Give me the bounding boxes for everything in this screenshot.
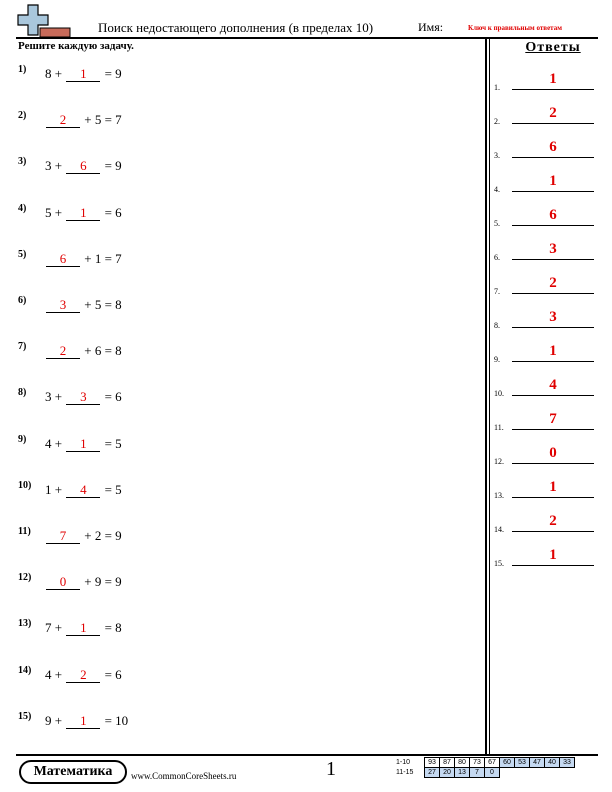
problem-number: 9) <box>18 433 27 445</box>
answer-value: 3 <box>549 241 557 257</box>
answer-value: 7 <box>549 411 557 427</box>
answer-blank: 6 <box>66 159 100 174</box>
problem-right-term: + 6 = 8 <box>84 343 122 359</box>
problem-expression <box>45 158 122 174</box>
score-cell-empty <box>530 768 545 778</box>
answer-number: 1. <box>494 83 500 92</box>
answer-number: 14. <box>494 525 504 534</box>
score-cell-empty <box>515 768 530 778</box>
answer-value: 1 <box>549 71 557 87</box>
answer-number: 10. <box>494 389 504 398</box>
answer-line <box>512 191 594 192</box>
answer-line <box>512 225 594 226</box>
site-url: www.CommonCoreSheets.ru <box>131 771 237 781</box>
problem-expression <box>45 112 122 128</box>
problem-right-term: = 6 <box>104 204 122 220</box>
column-divider <box>485 38 487 754</box>
problem-right-term: + 1 = 7 <box>84 250 122 266</box>
answer-row <box>494 139 598 160</box>
score-cell: 40 <box>545 758 560 768</box>
problem-row <box>18 572 458 592</box>
answer-number: 11. <box>494 423 504 432</box>
answer-value: 1 <box>549 343 557 359</box>
answer-row <box>494 411 598 432</box>
score-cell-empty <box>500 768 515 778</box>
problem-expression <box>45 297 122 313</box>
score-cell: 93 <box>425 758 440 768</box>
problem-number: 15) <box>18 710 32 722</box>
header-divider <box>16 37 598 39</box>
answer-value: 3 <box>549 309 557 325</box>
problem-expression <box>45 482 122 498</box>
score-cell: 73 <box>470 758 485 768</box>
answer-line <box>512 157 594 158</box>
answer-row <box>494 445 598 466</box>
answer-row <box>494 343 598 364</box>
problem-row <box>18 526 458 546</box>
problem-number: 8) <box>18 387 27 399</box>
column-divider-inner <box>489 38 490 754</box>
problem-right-term: + 2 = 9 <box>84 528 122 543</box>
problem-number: 13) <box>18 618 32 630</box>
answer-line <box>512 123 594 124</box>
problem-expression <box>45 436 122 452</box>
problem-row <box>18 110 458 130</box>
problem-number: 1) <box>18 64 27 75</box>
problem-left-term: 7 + <box>45 620 63 636</box>
problem-right-term: + 5 = 8 <box>84 297 122 312</box>
problem-row <box>18 618 458 638</box>
answer-number: 3. <box>494 151 500 160</box>
name-label: Имя: <box>418 20 444 34</box>
answer-line <box>512 361 594 362</box>
problem-expression <box>45 713 128 729</box>
problem-right-term: + 5 = 7 <box>84 112 122 128</box>
answer-blank: 0 <box>46 575 80 590</box>
problem-left-term: 3 + <box>45 158 63 174</box>
problem-expression <box>45 66 122 82</box>
answer-blank: 6 <box>46 252 80 267</box>
answer-row <box>494 479 598 500</box>
problem-row <box>18 249 458 269</box>
problem-number: 3) <box>18 156 27 168</box>
answer-blank: 1 <box>66 206 100 221</box>
problem-expression <box>45 667 122 683</box>
answer-row <box>494 173 598 194</box>
answer-value: 2 <box>549 275 557 291</box>
answer-blank: 4 <box>66 483 100 498</box>
problem-expression <box>45 528 122 544</box>
answer-value: 1 <box>549 547 557 563</box>
score-row <box>396 768 575 778</box>
answer-line <box>512 395 594 396</box>
answer-blank: 3 <box>46 298 80 313</box>
problem-right-term: = 9 <box>104 66 122 81</box>
instructions: Решите каждую задачу. <box>18 40 134 52</box>
problem-row <box>18 156 458 176</box>
answer-line <box>512 259 594 260</box>
worksheet-title: Поиск недостающего дополнения (в пределах 10) <box>98 20 374 35</box>
problem-right-term: = 6 <box>104 389 122 405</box>
answer-blank: 3 <box>66 390 100 405</box>
problem-expression <box>45 251 122 267</box>
problem-expression <box>45 205 122 221</box>
answer-value: 1 <box>549 479 557 495</box>
answer-value: 2 <box>549 513 557 529</box>
answer-key-label: Ключ к правильным ответам <box>468 24 562 32</box>
answer-number: 13. <box>494 491 504 500</box>
answer-number: 7. <box>494 287 500 296</box>
score-row-label: 1-10 <box>396 759 411 766</box>
score-cell: 67 <box>485 758 500 768</box>
answer-line <box>512 565 594 566</box>
problem-left-term: 1 + <box>45 481 63 497</box>
problem-number: 12) <box>18 572 32 584</box>
score-cell: 13 <box>455 768 470 778</box>
answer-blank: 1 <box>66 714 100 729</box>
score-table <box>396 757 575 778</box>
answer-row <box>494 547 598 568</box>
answer-row <box>494 377 598 398</box>
answer-line <box>512 293 594 294</box>
score-cell-empty <box>545 768 560 778</box>
answer-number: 12. <box>494 457 504 466</box>
problem-right-term: = 5 <box>104 435 122 451</box>
score-cell: 47 <box>530 758 545 768</box>
problem-left-term: 4 + <box>45 435 63 451</box>
answer-line <box>512 327 594 328</box>
score-cell: 7 <box>470 768 485 778</box>
plus-logo-icon <box>16 4 72 38</box>
problem-number: 4) <box>18 202 27 214</box>
answer-row <box>494 309 598 330</box>
problem-number: 2) <box>18 110 27 122</box>
answer-line <box>512 463 594 464</box>
problem-number: 11) <box>18 526 31 537</box>
score-cell: 60 <box>500 758 515 768</box>
answer-number: 8. <box>494 321 500 330</box>
problem-row <box>18 295 458 315</box>
answer-blank: 2 <box>46 113 80 128</box>
problem-right-term: = 6 <box>104 666 122 682</box>
problem-row <box>18 387 458 407</box>
answer-number: 5. <box>494 219 500 228</box>
problem-number: 5) <box>18 248 27 260</box>
answer-blank: 1 <box>66 67 100 82</box>
problem-row <box>18 341 458 361</box>
footer-divider <box>16 754 598 756</box>
answer-number: 2. <box>494 117 500 126</box>
problem-row <box>18 203 458 223</box>
problem-number: 7) <box>18 341 27 353</box>
problem-number: 10) <box>18 479 32 491</box>
answer-line <box>512 531 594 532</box>
answers-title: Ответы <box>525 40 581 55</box>
answer-row <box>494 513 598 534</box>
problem-left-term: 4 + <box>45 666 63 682</box>
answer-row <box>494 71 598 92</box>
answer-line <box>512 497 594 498</box>
problem-right-term: = 9 <box>104 158 122 174</box>
answer-number: 9. <box>494 355 500 364</box>
problem-expression <box>45 389 122 405</box>
answer-row <box>494 105 598 126</box>
answer-value: 0 <box>549 445 557 461</box>
answer-blank: 2 <box>46 344 80 359</box>
problem-row <box>18 711 458 731</box>
answer-row <box>494 241 598 262</box>
score-cell: 87 <box>440 758 455 768</box>
answer-number: 15. <box>494 559 504 568</box>
score-cell: 33 <box>560 758 575 768</box>
score-cell-empty <box>560 768 575 778</box>
answer-value: 6 <box>549 139 557 155</box>
problem-row <box>18 64 458 84</box>
score-row <box>396 758 575 768</box>
answer-number: 6. <box>494 253 500 262</box>
problem-number: 6) <box>18 295 27 306</box>
problem-left-term: 5 + <box>45 204 63 220</box>
score-cell: 0 <box>485 768 500 778</box>
answer-row <box>494 207 598 228</box>
problem-left-term: 8 + <box>45 66 63 81</box>
problem-right-term: = 10 <box>104 712 129 728</box>
answer-blank: 1 <box>66 437 100 452</box>
problem-row <box>18 665 458 685</box>
problem-left-term: 9 + <box>45 712 63 728</box>
brand-badge: Математика <box>19 760 127 784</box>
answer-line <box>512 89 594 90</box>
answer-blank: 1 <box>66 621 100 636</box>
problem-row <box>18 480 458 500</box>
answer-row <box>494 275 598 296</box>
score-cell: 80 <box>455 758 470 768</box>
problem-number: 14) <box>18 664 32 676</box>
problem-expression <box>45 343 122 359</box>
problem-right-term: = 5 <box>104 481 122 497</box>
answer-value: 4 <box>549 377 557 393</box>
answer-value: 6 <box>549 207 557 223</box>
problem-left-term: 3 + <box>45 389 63 405</box>
problem-expression <box>45 574 122 590</box>
answer-blank: 2 <box>66 668 100 683</box>
page-number: 1 <box>326 758 336 780</box>
problem-right-term: = 8 <box>104 620 122 636</box>
answer-value: 2 <box>549 105 557 121</box>
answer-blank: 7 <box>46 529 80 544</box>
problem-right-term: + 9 = 9 <box>84 574 122 590</box>
score-cell: 53 <box>515 758 530 768</box>
answer-line <box>512 429 594 430</box>
score-cell: 20 <box>440 768 455 778</box>
problem-row <box>18 434 458 454</box>
answer-number: 4. <box>494 185 500 194</box>
problem-expression <box>45 620 122 636</box>
score-row-label: 11-15 <box>396 769 414 776</box>
score-cell: 27 <box>425 768 440 778</box>
answer-value: 1 <box>549 173 557 189</box>
